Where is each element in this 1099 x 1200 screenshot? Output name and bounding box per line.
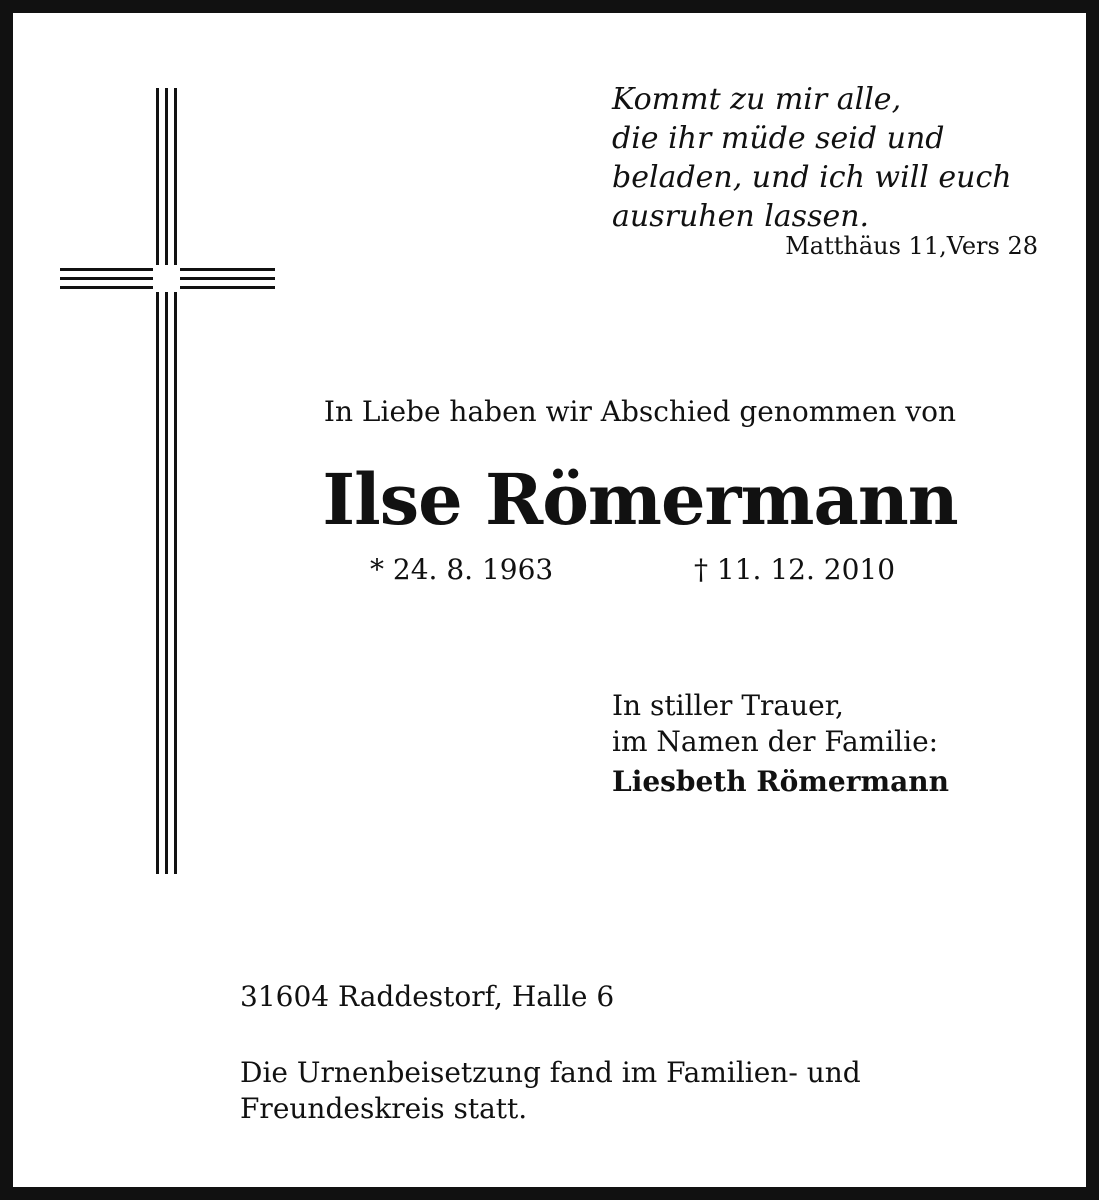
- mourner-name: Liesbeth Römermann: [612, 765, 949, 798]
- mourners-line-1: In stiller Trauer,: [612, 689, 844, 722]
- mourners-line-2: im Namen der Familie:: [612, 725, 939, 758]
- deceased-name: Ilse Römermann: [322, 458, 958, 541]
- verse-line: ausruhen lassen.: [612, 199, 870, 234]
- burial-note: [240, 1055, 861, 1127]
- address: 31604 Raddestorf, Halle 6: [240, 980, 615, 1013]
- verse-reference: Matthäus 11,Vers 28: [785, 232, 1038, 260]
- birth-date: * 24. 8. 1963: [370, 553, 554, 586]
- mourners-block: [612, 688, 949, 800]
- burial-line-2: Freundeskreis statt.: [240, 1092, 528, 1125]
- verse-line: Kommt zu mir alle,: [612, 82, 902, 117]
- death-date: † 11. 12. 2010: [694, 553, 896, 586]
- bible-verse: [612, 80, 1052, 236]
- intro-text: In Liebe haben wir Abschied genommen von: [323, 395, 957, 428]
- verse-line: beladen, und ich will euch: [612, 160, 1012, 195]
- verse-line: die ihr müde seid und: [612, 121, 945, 156]
- burial-line-1: Die Urnenbeisetzung fand im Familien- und: [240, 1056, 861, 1089]
